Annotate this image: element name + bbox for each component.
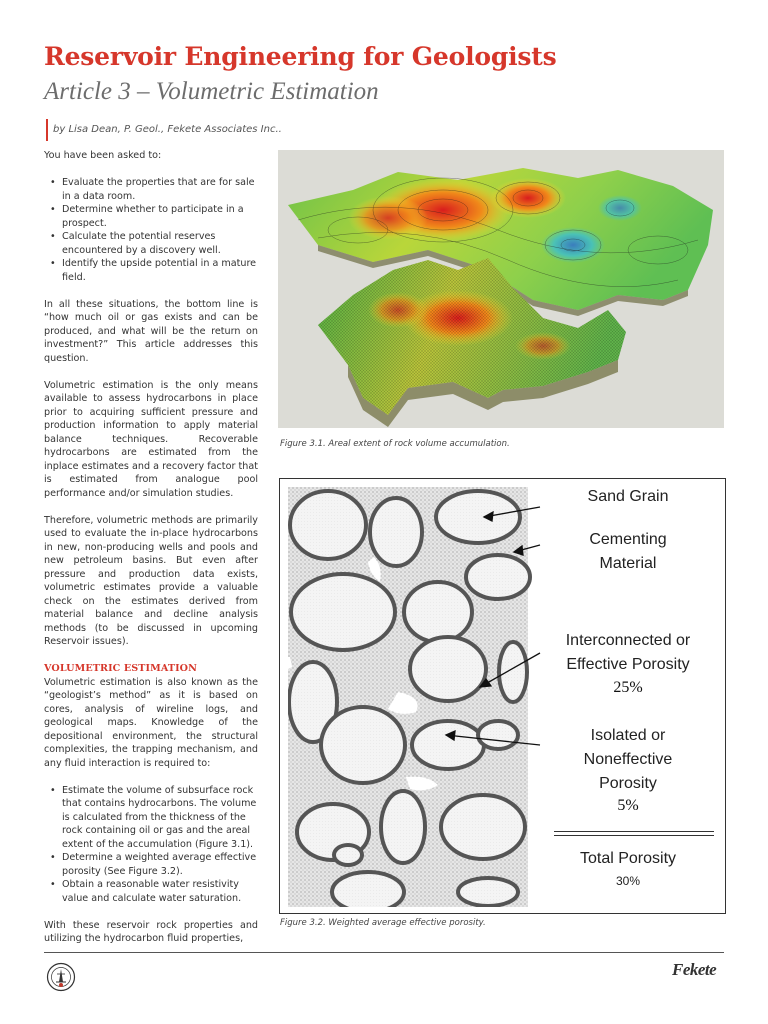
reservoir-map-graphic xyxy=(278,150,724,428)
figure-1-caption: Figure 3.1. Areal extent of rock volume accumulation. xyxy=(280,439,510,449)
reservoir-3d-map-figure xyxy=(278,150,724,428)
list-item: • Obtain a reasonable water resistivity value and calculate water saturation. xyxy=(44,878,258,905)
total-porosity-label: Total Porosity xyxy=(579,850,677,867)
cementing-label-line2: Material xyxy=(599,555,657,572)
sum-rule-top xyxy=(554,831,714,832)
list-item: • Determine whether to participate in a prospect. xyxy=(44,203,258,230)
byline: by Lisa Dean, P. Geol., Fekete Associates Inc.. xyxy=(53,124,282,135)
isolated-porosity-label-line1: Isolated or xyxy=(590,727,666,744)
footer-rule xyxy=(44,952,724,953)
task-list xyxy=(44,176,258,284)
body-column xyxy=(44,149,258,959)
paragraph: Volumetric estimation is the only means available to assess hydrocarbons in place prior to acquiring sufficient pressure and production information to apply material balance techniques. Recoverable hydrocarbons are estimated from the inplace estimates and a recovery factor that is estimated from analogue pool performance and/or simulation studies. xyxy=(44,379,258,499)
list-item: • Identify the upside potential in a mature field. xyxy=(44,257,258,284)
paragraph: Therefore, volumetric methods are primarily used to evaluate the in-place hydrocarbons in new, non-producing wells and pools and new petroleum basins. But even after pressure and production data exists, volumetric estimates provide a valuable check on the estimates derived from material balance and decline analysis methods (to be discussed in upcoming Reservoir issues). xyxy=(44,514,258,647)
isolated-porosity-label-line2: Noneffective xyxy=(583,751,673,768)
intro-paragraph: You have been asked to: xyxy=(44,150,162,161)
sand-grain-illustration xyxy=(288,487,548,907)
list-item: • Calculate the potential reserves encountered by a discovery well. xyxy=(44,230,258,257)
list-item: • Evaluate the properties that are for sale in a data room. xyxy=(44,176,258,203)
paragraph: Volumetric estimation is also known as the “geologist’s method” as it is based on cores, analysis of wireline logs, and geological maps. Knowledge of the depositional environment, the structural complexities, the trapping mechanism, and any fluid interaction is required to: xyxy=(44,676,258,769)
paragraph: With these reservoir rock properties and utilizing the hydrocarbon fluid properties, xyxy=(44,919,258,944)
list-item: • Estimate the volume of subsurface rock that contains hydrocarbons. The volume is calculated from the thickness of the rock containing oil or gas and the areal extent of the accumulation (Figure 3.1). xyxy=(44,784,258,852)
byline-accent-bar xyxy=(46,119,48,141)
sum-rule-bottom xyxy=(554,835,714,836)
figure-2-caption: Figure 3.2. Weighted average effective porosity. xyxy=(280,918,486,928)
list-item: • Determine a weighted average effective porosity (See Figure 3.2). xyxy=(44,851,258,878)
porosity-diagram-figure xyxy=(279,478,726,914)
cementing-label-line1: Cementing xyxy=(589,531,667,548)
article-title: Article 3 – Volumetric Estimation xyxy=(44,78,379,105)
step-list xyxy=(44,784,258,906)
effective-porosity-value: 25% xyxy=(613,679,643,696)
isolated-porosity-label-line3: Porosity xyxy=(599,775,657,792)
effective-porosity-label-line1: Interconnected or xyxy=(565,632,691,649)
section-heading: VOLUMETRIC ESTIMATION xyxy=(44,663,197,674)
effective-porosity-label-line2: Effective Porosity xyxy=(566,656,690,673)
society-seal-icon xyxy=(46,962,76,992)
article-series-title: Reservoir Engineering for Geologists xyxy=(44,42,557,71)
total-porosity-value: 30% xyxy=(615,874,641,888)
fekete-logo: Fekete xyxy=(672,960,717,979)
isolated-porosity-value: 5% xyxy=(617,797,639,814)
paragraph: In all these situations, the bottom line is “how much oil or gas exists and can be produced, and what will be the return on investment?” This article addresses this question. xyxy=(44,298,258,364)
sand-grain-label: Sand Grain xyxy=(587,488,669,505)
